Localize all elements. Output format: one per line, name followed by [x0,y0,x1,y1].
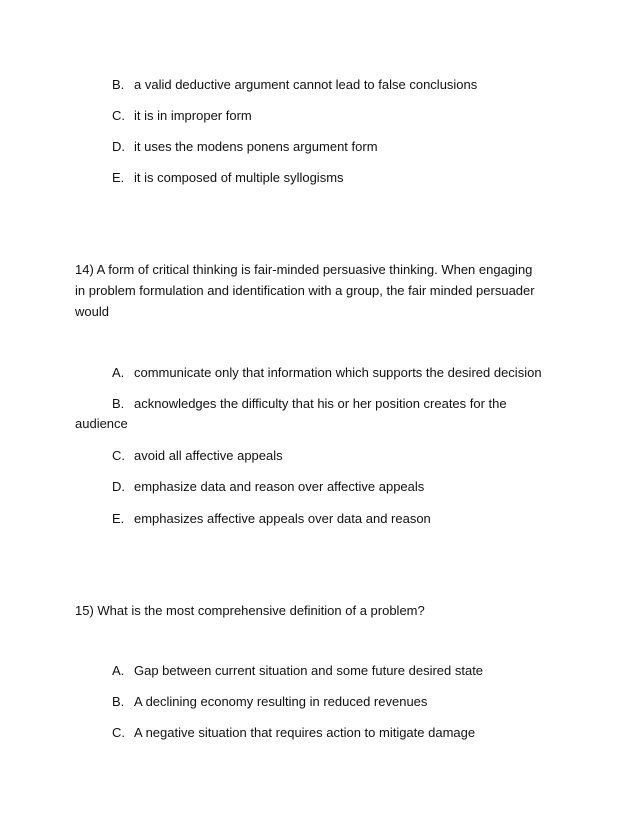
option-a [112,365,542,381]
question-14-line-2: in problem formulation and identification with a group, the fair minded persuader [75,283,535,298]
option-text: it uses the modens ponens argument form [134,139,378,154]
option-text: a valid deductive argument cannot lead to false conclusions [134,77,478,92]
option-letter: E. [112,511,125,526]
option-text: A declining economy resulting in reduced revenues [134,694,428,709]
option-text: A negative situation that requires action to mitigate damage [134,725,476,740]
option-text: it is composed of multiple syllogisms [134,170,344,185]
option-d [112,479,424,495]
option-letter: A. [112,365,125,380]
option-letter: B. [112,77,125,92]
option-text: emphasizes affective appeals over data and reason [134,511,431,526]
option-text: it is in improper form [134,108,252,123]
question-14-line-3: would [75,304,109,319]
option-letter: C. [112,108,125,123]
option-b [112,77,477,93]
option-e [112,170,344,186]
option-letter: A. [112,663,125,678]
option-c [112,725,475,741]
option-text: avoid all affective appeals [134,448,283,463]
option-letter: B. [112,694,125,709]
question-14-line-1: 14) A form of critical thinking is fair-minded persuasive thinking. When engaging [75,262,533,277]
option-text: Gap between current situation and some future desired state [134,663,484,678]
option-letter: E. [112,170,125,185]
question-15-line-1: 15) What is the most comprehensive definition of a problem? [75,603,425,618]
option-d [112,139,378,155]
option-letter: D. [112,139,125,154]
option-b [112,694,427,710]
option-text: acknowledges the difficulty that his or her position creates for the [134,396,507,411]
option-letter: D. [112,479,125,494]
option-letter: C. [112,448,125,463]
option-letter: C. [112,725,125,740]
option-e [112,511,431,527]
option-c [112,448,283,464]
option-b [112,396,507,412]
option-c [112,108,252,124]
option-text: emphasize data and reason over affective appeals [134,479,425,494]
option-letter: B. [112,396,125,411]
option-a [112,663,483,679]
option-b-continuation: audience [75,416,128,431]
option-text: communicate only that information which supports the desired decision [134,365,542,380]
